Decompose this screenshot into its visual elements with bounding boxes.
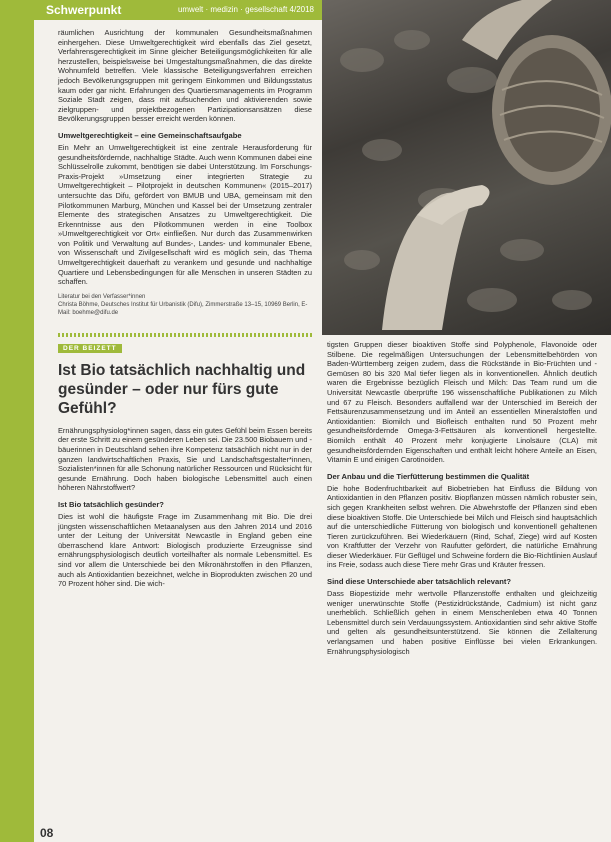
photo-hands-with-basket <box>322 0 611 335</box>
section-body-relevanz: Dass Biopestizide mehr wertvolle Pflanzenstoffe enthalten und gleichzeitig weniger unerwünschte Stoffe (Pestizidrückstände, Cadmium) ist nicht ganz unerheblich. Schließlich gehen in einem Menschenleben etwa 40 Tonnen Lebensmittel durch sein Verdauungssystem. Antioxidantien sind sehr aktive Stoffe und gelten als gesundheitsunterstützend. Sie können die Zellalterung verlangsamen und haben positive Einflüsse bei vielen Erkrankungen. Ernährungsphysiologisch <box>327 589 597 656</box>
right-column <box>327 340 597 659</box>
section-header <box>34 0 322 20</box>
issue-label: umwelt · medizin · gesellschaft 4/2018 <box>177 5 314 14</box>
source-note <box>58 293 312 317</box>
page-number: 08 <box>40 826 54 840</box>
article-intro: Ernährungsphysiolog*innen sagen, dass ein gutes Gefühl beim Essen bereits der erste Schritt zu einem gesünderen Leben sei. Die 23.500 Biobauern und -bäuerinnen in Deutschland sehen ihre Kompetenz tatsächlich nicht nur in der ganzen landwirtschaftlichen Praxis, Sie und Landschaftsgestalter*innen, Sozialisten*innen für alle Schonung natürlicher Ressourcen und Rücksicht für gesunde Ernährung. Doch haben biologische Lebensmittel auch einen höheren Nährstoffwert? <box>58 425 312 493</box>
section-heading-bio-gesuender: Ist Bio tatsächlich gesünder? <box>58 500 164 509</box>
section-heading-relevanz: Sind diese Unterschiede aber tatsächlich relevant? <box>327 577 512 587</box>
section-heading-gemeinschaftsaufgabe: Umweltgerechtigkeit – eine Gemeinschaftsaufgabe <box>58 130 242 140</box>
section-body-bio-gesuender: Dies ist wohl die häufigste Frage im Zusammenhang mit Bio. Die drei jüngsten wissenschaftlichen Metaanalysen aus den Jahren 2014 und 2016 unter der Leitung der Universität Newcastle in England geben eine überraschend klare Antwort: Biologisch produzierte Erzeugnisse sind ernährungsphysiologisch deutlich vorteilhafter als normale Lebensmittel. Es sind vor allem die Unterschiede bei den Mikronährstoffen in den Pflanzen, auch als Antioxidantien bezeichnet, welche in Bioprodukten zwischen 20 und 70 Prozent höher sind. Die wich- <box>58 512 312 589</box>
section-body-gemeinschaftsaufgabe: Ein Mehr an Umweltgerechtigkeit ist eine zentrale Herausforderung für gesundheitsfördernde, nachhaltige Städte. Auch wenn Kommunen dabei eine Schlüsselrolle zukommt, benötigen sie dabei Unterstützung. Im Forschungs-Praxis-Projekt »Umsetzung einer integrierten Strategie zu Umweltgerechtigkeit – Pilotprojekt in deutschen Kommunen« (2015–2017) untersuchte das Difu, gefördert von BMUB und UBA, gemeinsam mit den Pilotkommunen Marburg, München und Kassel bei der Umsetzung zentraler Elemente des strategischen Ansatzes zu Umweltgerechtigkeit. Die Erkenntnisse aus den Pilotkommunen werden in eine Toolbox »Umweltgerechtigkeit vor Ort« einfließen. Nur durch das Zusammenwirken von Politik und Verwaltung auf Bundes-, Landes- und kommunaler Ebene, von Wissenschaft und Zivilgesellschaft wird es möglich sein, das Thema Umweltgerechtigkeit dauerhaft zu verankern und gesunde und nachhaltige Quartiere und Lebensbedingungen für alle Menschen in unseren Städten zu schaffen. <box>58 142 312 287</box>
left-column <box>58 28 312 592</box>
section-body-anbau: Die hohe Bodenfruchtbarkeit auf Biobetrieben hat Einfluss die Bildung von Antioxidantien in den Pflanzen positiv. Biopflanzen müssen nämlich robuster sein, sich gegen Krankheiten selbst wehren. Die Abwehrstoffe der Pflanzen sind eben diese bioaktiven Stoffe. Die Unterschiede bei Milch und Fleisch sind hauptsächlich auf die unterschiedliche Fütterung von biologisch und konventionell gehaltenen Tieren zurückzuführen. Bei Wiederkäuern (Rind, Schaf, Ziege) wird auf Kosten von Kraftfutter der Verzehr von Raufutter gefördert, die natürliche Ernährung dieser Wiederkäuer. Für Geflügel und Schweine fordern die Bio-Richtlinien Auslauf ins Freie, sodass auch diese Tiere mehr Gras und Kräuter fressen. <box>327 483 597 570</box>
article-title: Ist Bio tatsächlich nachhaltig und gesünder – oder nur fürs gute Gefühl? <box>58 361 306 417</box>
article-badge: DER BEIZETT <box>58 344 122 353</box>
source-contact: Christa Böhme, Deutsches Institut für Urbanistik (Difu), Zimmerstraße 13–15, 10969 Berlin, E-Mail: boehme@difu.de <box>58 301 308 316</box>
section-title: Schwerpunkt <box>46 3 122 17</box>
left-accent-bar <box>0 0 34 842</box>
dotted-divider <box>58 333 312 337</box>
section-heading-anbau: Der Anbau und die Tierfütterung bestimmen die Qualität <box>327 471 530 481</box>
photo-illustration <box>322 0 611 335</box>
right-paragraph-1: tigsten Gruppen dieser bioaktiven Stoffe sind Polyphenole, Flavonoide oder Stilbene. Die regelmäßigen Untersuchungen der Lebensmittelbehörden von Baden-Württemberg zeigen zudem, dass die Rückstände in Bio-Früchten und -Gemüsen 80 bis 320 Mal tiefer liegen als in konventionellen. Ähnlich deutlich waren die Ergebnisse bezüglich Fleisch und Milch: Das Team rund um die Universität Newcastle überprüfte 196 wissenschaftliche Publikationen zu Milch und 67 zu Fleisch. Besonders auffallend war der Unterschied im Bereich der Fettsäurenzusammensetzung und im Anteil an essentiellen Mineralstoffen und Antioxidantien: Biomilch und Biofleisch enthalten rund 50 Prozent mehr gesundheitsfördernde Omega-3-Fettsäuren als konventionell hergestellte. Biomilch enthält 40 Prozent mehr konjugierte Linolsäure (CLA) mit gesundheitsfördernden Eigenschaften und enthält leicht höhere Anteile an Eisen, Vitamin E und einigen Carotinoiden. <box>327 340 597 465</box>
source-label: Literatur bei den Verfasser*innen <box>58 293 146 300</box>
intro-paragraph: räumlichen Ausrichtung der kommunalen Gesundheitsmaßnahmen einhergehen. Diese Umweltgerechtigkeit wird ebenfalls das Ziel gesetzt, Verfahrensgerechtigkeit im Sinne gleicher Beteiligungsmöglichkeiten für alle herzustellen, beispielsweise bei Umgestaltungsmaßnahmen, die das direkte Wohnumfeld betreffen. Viele klassische Beteiligungsverfahren erreichen jedoch Bevölkerungsgruppen mit geringem Einkommen und Bildungsstatus kaum oder gar nicht. Erfahrungen des Quartiersmanagements im Programm Soziale Stadt zeigen, dass mit aufsuchenden und aktivierenden sowie zielgruppen- und projektbezogenen Partizipationsansätzen diese Bevölkerungsgruppen besser erreicht werden können. <box>58 28 312 124</box>
